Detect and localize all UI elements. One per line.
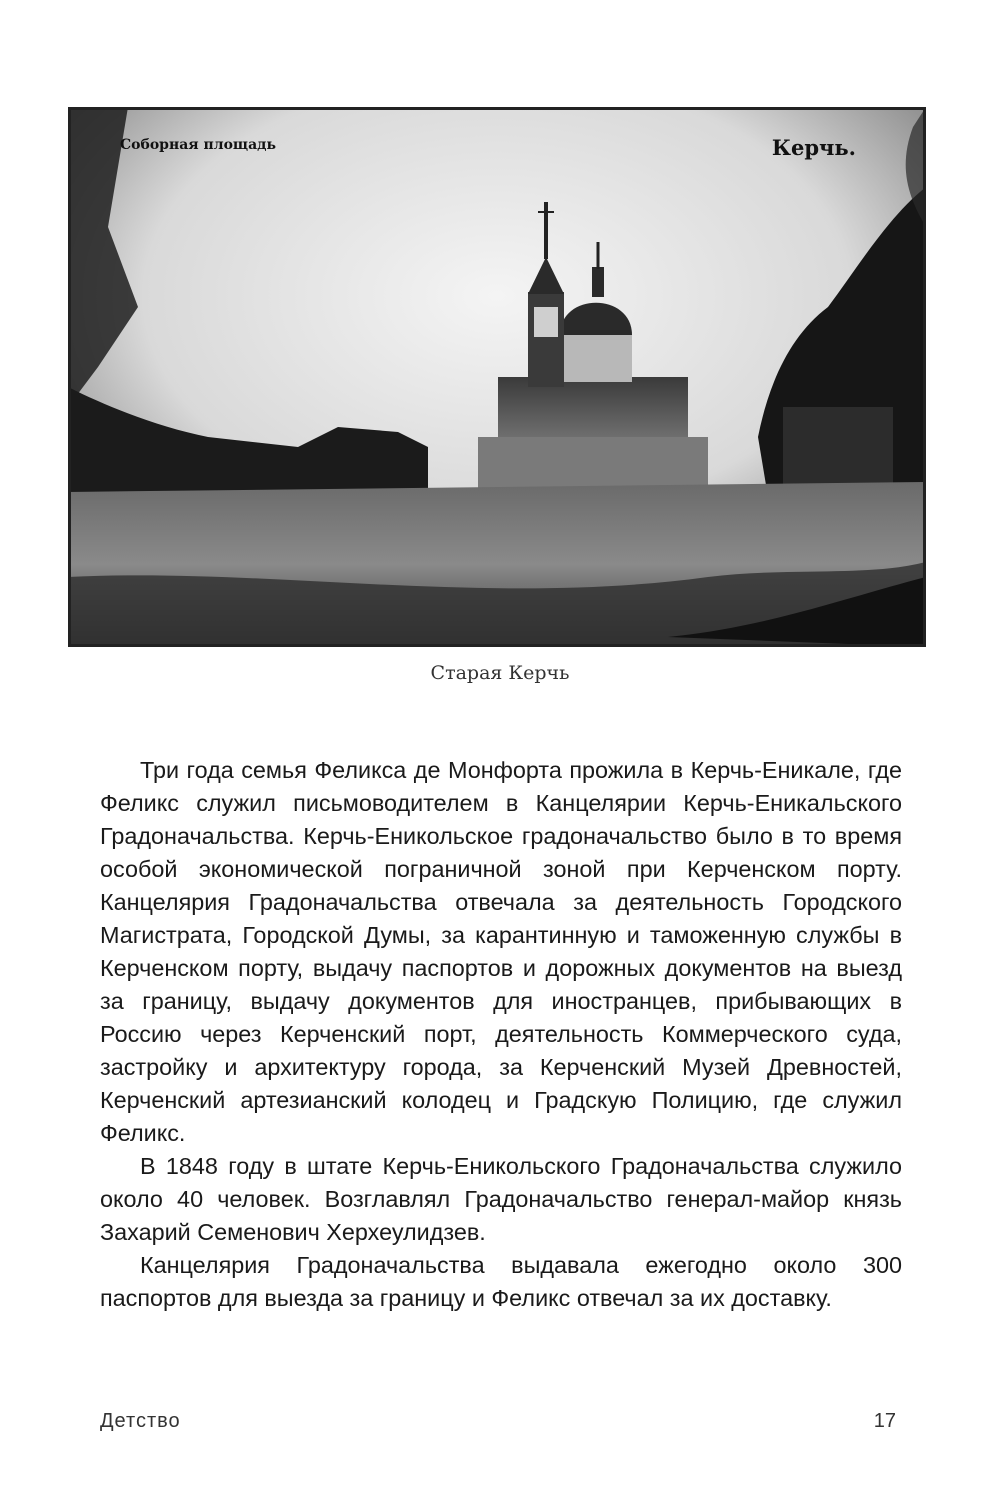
cathedral-photo-image xyxy=(68,107,926,647)
paragraph: Три года семья Феликса де Монфорта прожила в Керчь-Еникале, где Феликс служил письмоводителем в Канцелярии Керчь-Еникальского Градоначальства. Керчь-Еникольское градоначальство было в то время особой экономической пограничной зоной при Керченском порту. Канцелярия Градоначальства отвечала за деятельность Городского Магистрата, Городской Думы, за карантинную и таможенную службы в Керченском порту, выдачу паспортов и дорожных документов на выезд за границу, выдачу документов для иностранцев, прибывающих в Россию через Керченский порт, деятельность Коммерческого суда, застройку и архитектуру города, за Керченский Музей Древностей, Керченский артезианский колодец и Градскую Полицию, где служил Феликс. xyxy=(100,757,902,1146)
running-footer-section: Детство xyxy=(100,1410,181,1432)
paragraph: В 1848 году в штате Керчь-Еникольского Градоначальства служило около 40 человек. Возглавлял Градоначальство генерал-майор князь Захарий Семенович Херхеулидзев. xyxy=(100,1153,902,1245)
photo-caption-right: Керчь. xyxy=(771,135,856,160)
photo-caption-left: Соборная площадь xyxy=(120,137,276,153)
page-number: 17 xyxy=(873,1410,896,1432)
figure-caption: Старая Керчь xyxy=(430,662,570,684)
body-text xyxy=(100,754,902,1315)
cathedral-photo xyxy=(68,107,926,647)
paragraph: Канцелярия Градоначальства выдавала ежегодно около 300 паспортов для выезда за границу и Феликс отвечал за их доставку. xyxy=(100,1252,902,1311)
